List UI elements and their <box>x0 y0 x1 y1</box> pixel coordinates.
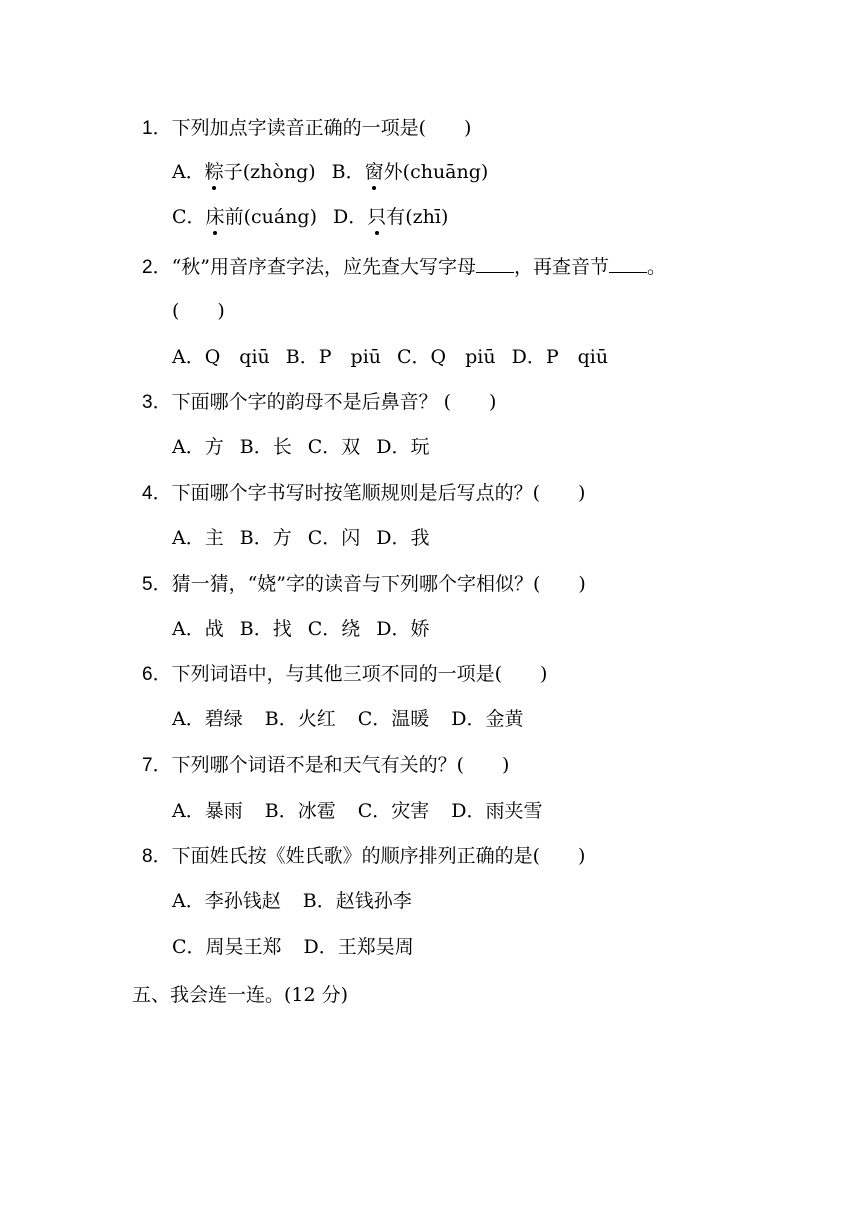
option-c: C．周吴王郑 <box>172 936 282 958</box>
question-7-options <box>172 799 542 823</box>
question-6-options <box>172 707 523 731</box>
option-a: A．方 <box>172 436 224 458</box>
question-3 <box>142 390 496 415</box>
option-b: B．P piū <box>285 346 382 368</box>
question-3-options <box>172 435 429 459</box>
option-b: B．赵钱孙李 <box>302 890 412 912</box>
option-a: A．主 <box>172 527 224 549</box>
option-d: D．金黄 <box>451 708 524 730</box>
question-1 <box>142 116 471 141</box>
question-number: 4． <box>142 483 172 504</box>
question-stem: 下列加点字读音正确的一项是( ) <box>171 117 472 139</box>
option-c: C．绕 <box>307 618 361 640</box>
question-8 <box>142 844 585 869</box>
option-a: A．李孙钱赵 <box>172 890 281 912</box>
option-a: A．粽子(zhòng) <box>172 161 316 183</box>
question-number: 8． <box>142 846 172 867</box>
option-d: D．只有(zhī) <box>333 206 449 228</box>
question-5-options <box>172 617 429 641</box>
option-b: B．冰雹 <box>264 800 336 822</box>
option-c: C．闪 <box>307 527 361 549</box>
question-number: 1． <box>142 118 172 139</box>
option-c: C．Q piū <box>397 346 496 368</box>
option-c: C．双 <box>307 436 361 458</box>
question-number: 5． <box>142 574 172 595</box>
section-heading: 五、我会连一连。(12 分) <box>132 984 349 1006</box>
option-d: D．雨夹雪 <box>451 800 543 822</box>
question-stem: 下面哪个字的韵母不是后鼻音？ ( ) <box>171 391 497 413</box>
question-2: 2．“秋”用音序查字法，应先查大写字母 ，再查音节 。 <box>142 256 667 278</box>
option-d: D．王郑吴周 <box>303 936 414 958</box>
question-6 <box>142 662 547 687</box>
option-d: D．玩 <box>376 436 430 458</box>
question-1-options-row-1 <box>172 160 488 184</box>
question-number: 6． <box>142 664 172 685</box>
option-b: B．长 <box>239 436 292 458</box>
question-number: 2． <box>142 257 172 278</box>
question-stem: 猜一猜，“娆”字的读音与下列哪个字相似？( ) <box>171 573 586 595</box>
question-4-options <box>172 526 429 550</box>
option-d: D．P qiū <box>511 346 609 368</box>
question-5 <box>142 572 586 597</box>
question-stem: 下列词语中，与其他三项不同的一项是( ) <box>171 663 548 685</box>
option-c: C．床前(cuáng) <box>172 206 317 228</box>
option-a: A．战 <box>172 618 224 640</box>
question-1-options-row-2 <box>172 205 448 229</box>
question-2-paren: ( ) <box>172 300 225 322</box>
question-7 <box>142 753 509 778</box>
option-d: D．我 <box>376 527 430 549</box>
question-8-options-row-2 <box>172 935 414 959</box>
question-number: 7． <box>142 755 172 776</box>
option-b: B．火红 <box>264 708 336 730</box>
option-a: A．Q qiū <box>172 346 270 368</box>
question-8-options-row-1 <box>172 889 412 913</box>
question-4 <box>142 481 585 506</box>
option-a: A．暴雨 <box>172 800 243 822</box>
option-d: D．娇 <box>376 618 430 640</box>
option-b: B．方 <box>239 527 292 549</box>
option-b: B．窗外(chuāng) <box>331 161 489 183</box>
option-c: C．灾害 <box>357 800 430 822</box>
question-2-options <box>172 345 608 369</box>
option-a: A．碧绿 <box>172 708 243 730</box>
option-b: B．找 <box>239 618 292 640</box>
option-c: C．温暖 <box>357 708 430 730</box>
question-stem: 下面姓氏按《姓氏歌》的顺序排列正确的是( ) <box>171 845 586 867</box>
question-number: 3． <box>142 392 172 413</box>
question-stem: 下列哪个词语不是和天气有关的？( ) <box>171 754 510 776</box>
question-stem: 下面哪个字书写时按笔顺规则是后写点的？( ) <box>171 482 586 504</box>
answer-blank[interactable] <box>476 254 514 273</box>
answer-blank[interactable] <box>609 254 647 273</box>
